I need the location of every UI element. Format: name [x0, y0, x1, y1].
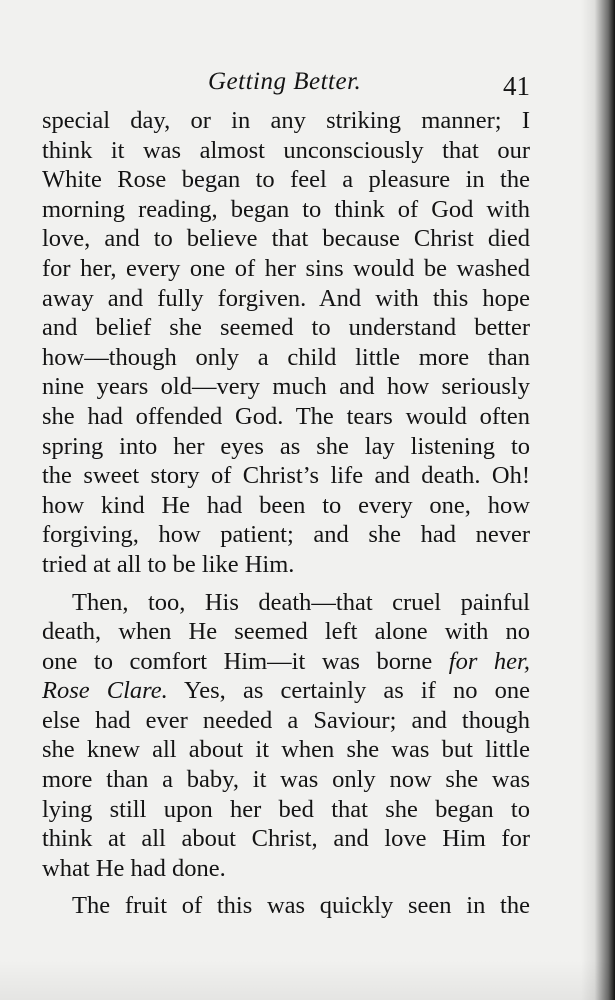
italic-emphasis: Rose Clare. — [42, 677, 168, 705]
text-line: she had offended God. The tears would often — [42, 402, 530, 430]
paragraph-2 — [42, 588, 530, 884]
text-line: The fruit of this was quickly seen in the — [72, 892, 530, 920]
text-line: and belief she seemed to understand better — [42, 314, 530, 342]
text-line: spring into her eyes as she lay listening to — [42, 432, 530, 460]
text-line: how—though only a child little more than — [42, 343, 530, 371]
text-line: forgiving, how patient; and she had never — [42, 521, 530, 549]
text-line: the sweet story of Christ’s life and death. Oh! — [42, 462, 530, 490]
text-line: morning reading, began to think of God with — [42, 195, 530, 223]
text-line: more than a baby, it was only now she was — [42, 766, 530, 794]
scan-edge-shadow — [581, 0, 615, 1000]
running-title: Getting Better. — [208, 68, 362, 95]
text-line: lying still upon her bed that she began to — [42, 795, 530, 823]
scan-bottom-shadow — [0, 960, 615, 1000]
body-text — [42, 106, 530, 921]
text-line: tried at all to be like Him. — [42, 550, 295, 578]
text-line: away and fully forgiven. And with this hope — [42, 284, 530, 312]
paragraph-1 — [42, 106, 530, 580]
text-line: how kind He had been to every one, how — [42, 491, 530, 519]
text-line — [42, 647, 530, 677]
text-line: think it was almost unconsciously that our — [42, 136, 530, 164]
text-line: she knew all about it when she was but little — [42, 736, 530, 764]
text-run: one to comfort Him—it was borne — [42, 647, 449, 675]
text-line: nine years old—very much and how seriously — [42, 373, 530, 401]
text-line: death, when He seemed left alone with no — [42, 618, 530, 646]
text-line: else had ever needed a Saviour; and though — [42, 706, 530, 734]
text-run: Yes, as certainly as if no one — [167, 677, 530, 705]
paragraph-gap — [42, 580, 530, 588]
paragraph-3 — [42, 891, 530, 921]
italic-emphasis: for her, — [448, 647, 530, 675]
paragraph-gap — [42, 883, 530, 891]
running-head — [0, 68, 615, 104]
text-line: what He had done. — [42, 854, 226, 882]
text-line: White Rose began to feel a pleasure in the — [42, 166, 530, 194]
text-line — [42, 676, 530, 706]
page-number: 41 — [503, 71, 530, 101]
text-line: for her, every one of her sins would be washed — [42, 254, 530, 282]
text-line: think at all about Christ, and love Him for — [42, 825, 530, 853]
text-line: love, and to believe that because Christ died — [42, 225, 530, 253]
text-line: special day, or in any striking manner; I — [42, 107, 530, 134]
text-line: Then, too, His death—that cruel painful — [72, 588, 530, 616]
